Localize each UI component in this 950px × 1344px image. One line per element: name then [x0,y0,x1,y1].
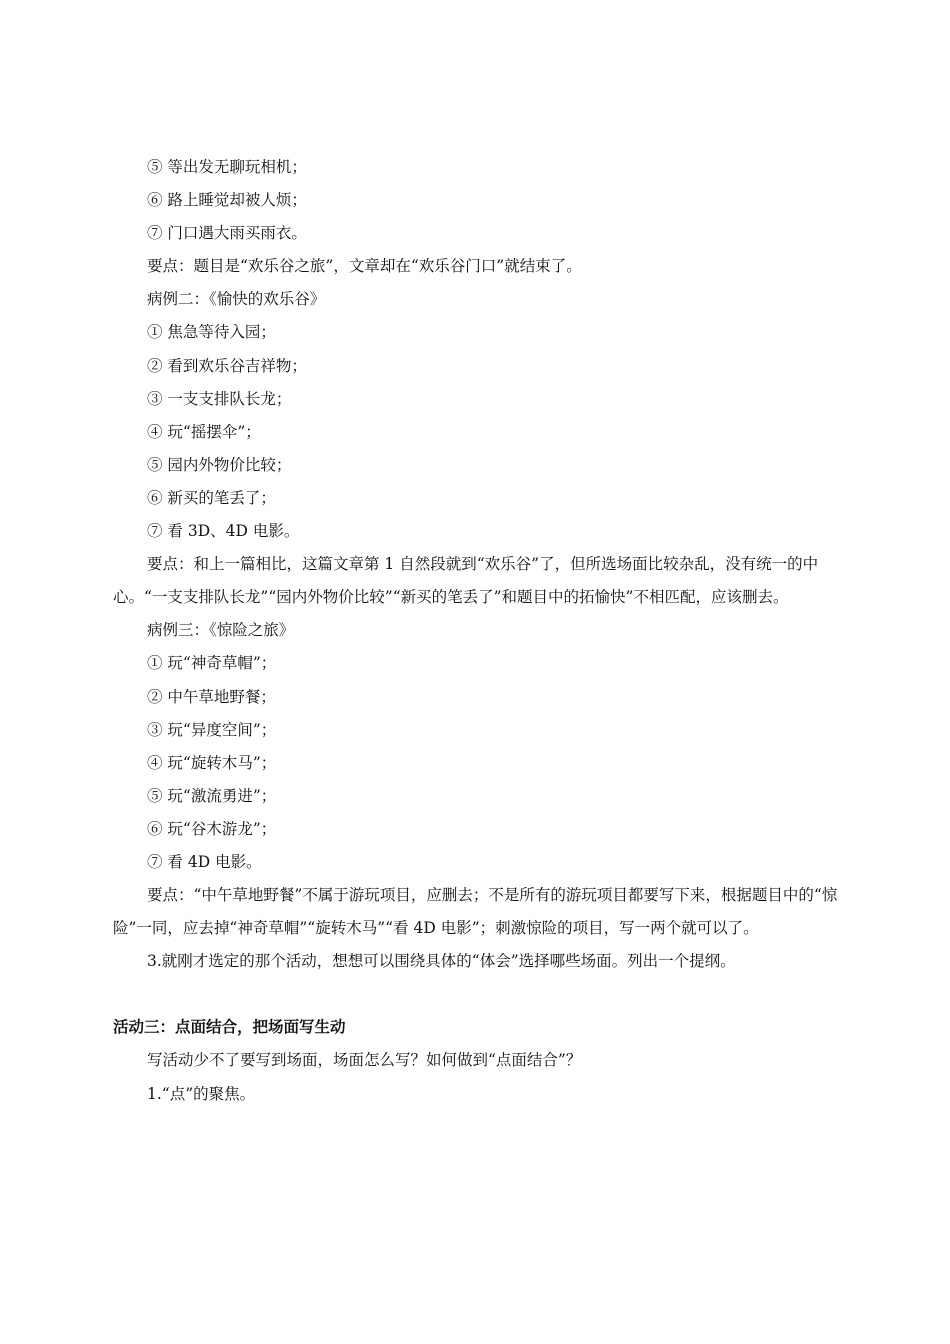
spacer [113,978,853,1011]
key-point-paragraph: 要点：“中午草地野餐”不属于游玩项目，应删去；不是所有的游玩项目都要写下来，根据题目中的“惊险”一同，应去掉“神奇草帽”“旋转木马”“看 4D 电影”；刺激惊险的项目，写一两个就可以了。 [113,886,838,938]
list-item: ① 玩“神奇草帽”； [147,654,277,673]
list-item: ⑥ 玩“谷木游龙”； [147,819,277,838]
list-item: ⑦ 看 4D 电影。 [147,852,262,871]
case-title: 病例二：《愉快的欢乐谷》 [147,290,326,309]
document-body [113,151,853,1111]
list-item: ③ 一支支排队长龙； [147,389,292,408]
list-item: ④ 玩“摇摆伞”； [147,422,261,441]
intro-text: 写活动少不了要写到场面，场面怎么写？如何做到“点面结合”？ [147,1051,582,1070]
sub-heading: 1.“点”的聚焦。 [147,1084,256,1103]
list-item: ③ 玩“异度空间”； [147,720,277,739]
list-item: ⑦ 看 3D、4D 电影。 [147,522,300,541]
list-item: ⑥ 路上睡觉却被人烦； [147,191,307,210]
list-item: ⑤ 玩“激流勇进”； [147,786,277,805]
list-item: ④ 玩“旋转木马”； [147,753,277,772]
list-item: ⑦ 门口遇大雨买雨衣。 [147,224,307,243]
key-point: 要点：题目是“欢乐谷之旅”，文章却在“欢乐谷门口”就结束了。 [147,257,582,276]
section-heading: 活动三：点面结合，把场面写生动 [113,1018,346,1037]
list-item: ② 看到欢乐谷吉祥物； [147,356,307,375]
task-instruction: 3.就刚才选定的那个活动，想想可以围绕具体的“体会”选择哪些场面。列出一个提纲。 [147,952,736,971]
list-item: ⑤ 园内外物价比较； [147,455,292,474]
key-point-paragraph: 要点：和上一篇相比，这篇文章第 1 自然段就到“欢乐谷”了，但所选场面比较杂乱，没有统一的中心。“一支支排队长龙”“园内外物价比较”“新买的笔丢了”和题目中的拓愉快”不相匹配，应该删去。 [113,555,819,607]
list-item: ① 焦急等待入园； [147,323,276,342]
list-item: ② 中午草地野餐； [147,687,276,706]
list-item: ⑤ 等出发无聊玩相机； [147,158,307,176]
case-title: 病例三：《惊险之旅》 [147,621,295,640]
list-item: ⑥ 新买的笔丢了； [147,488,276,507]
